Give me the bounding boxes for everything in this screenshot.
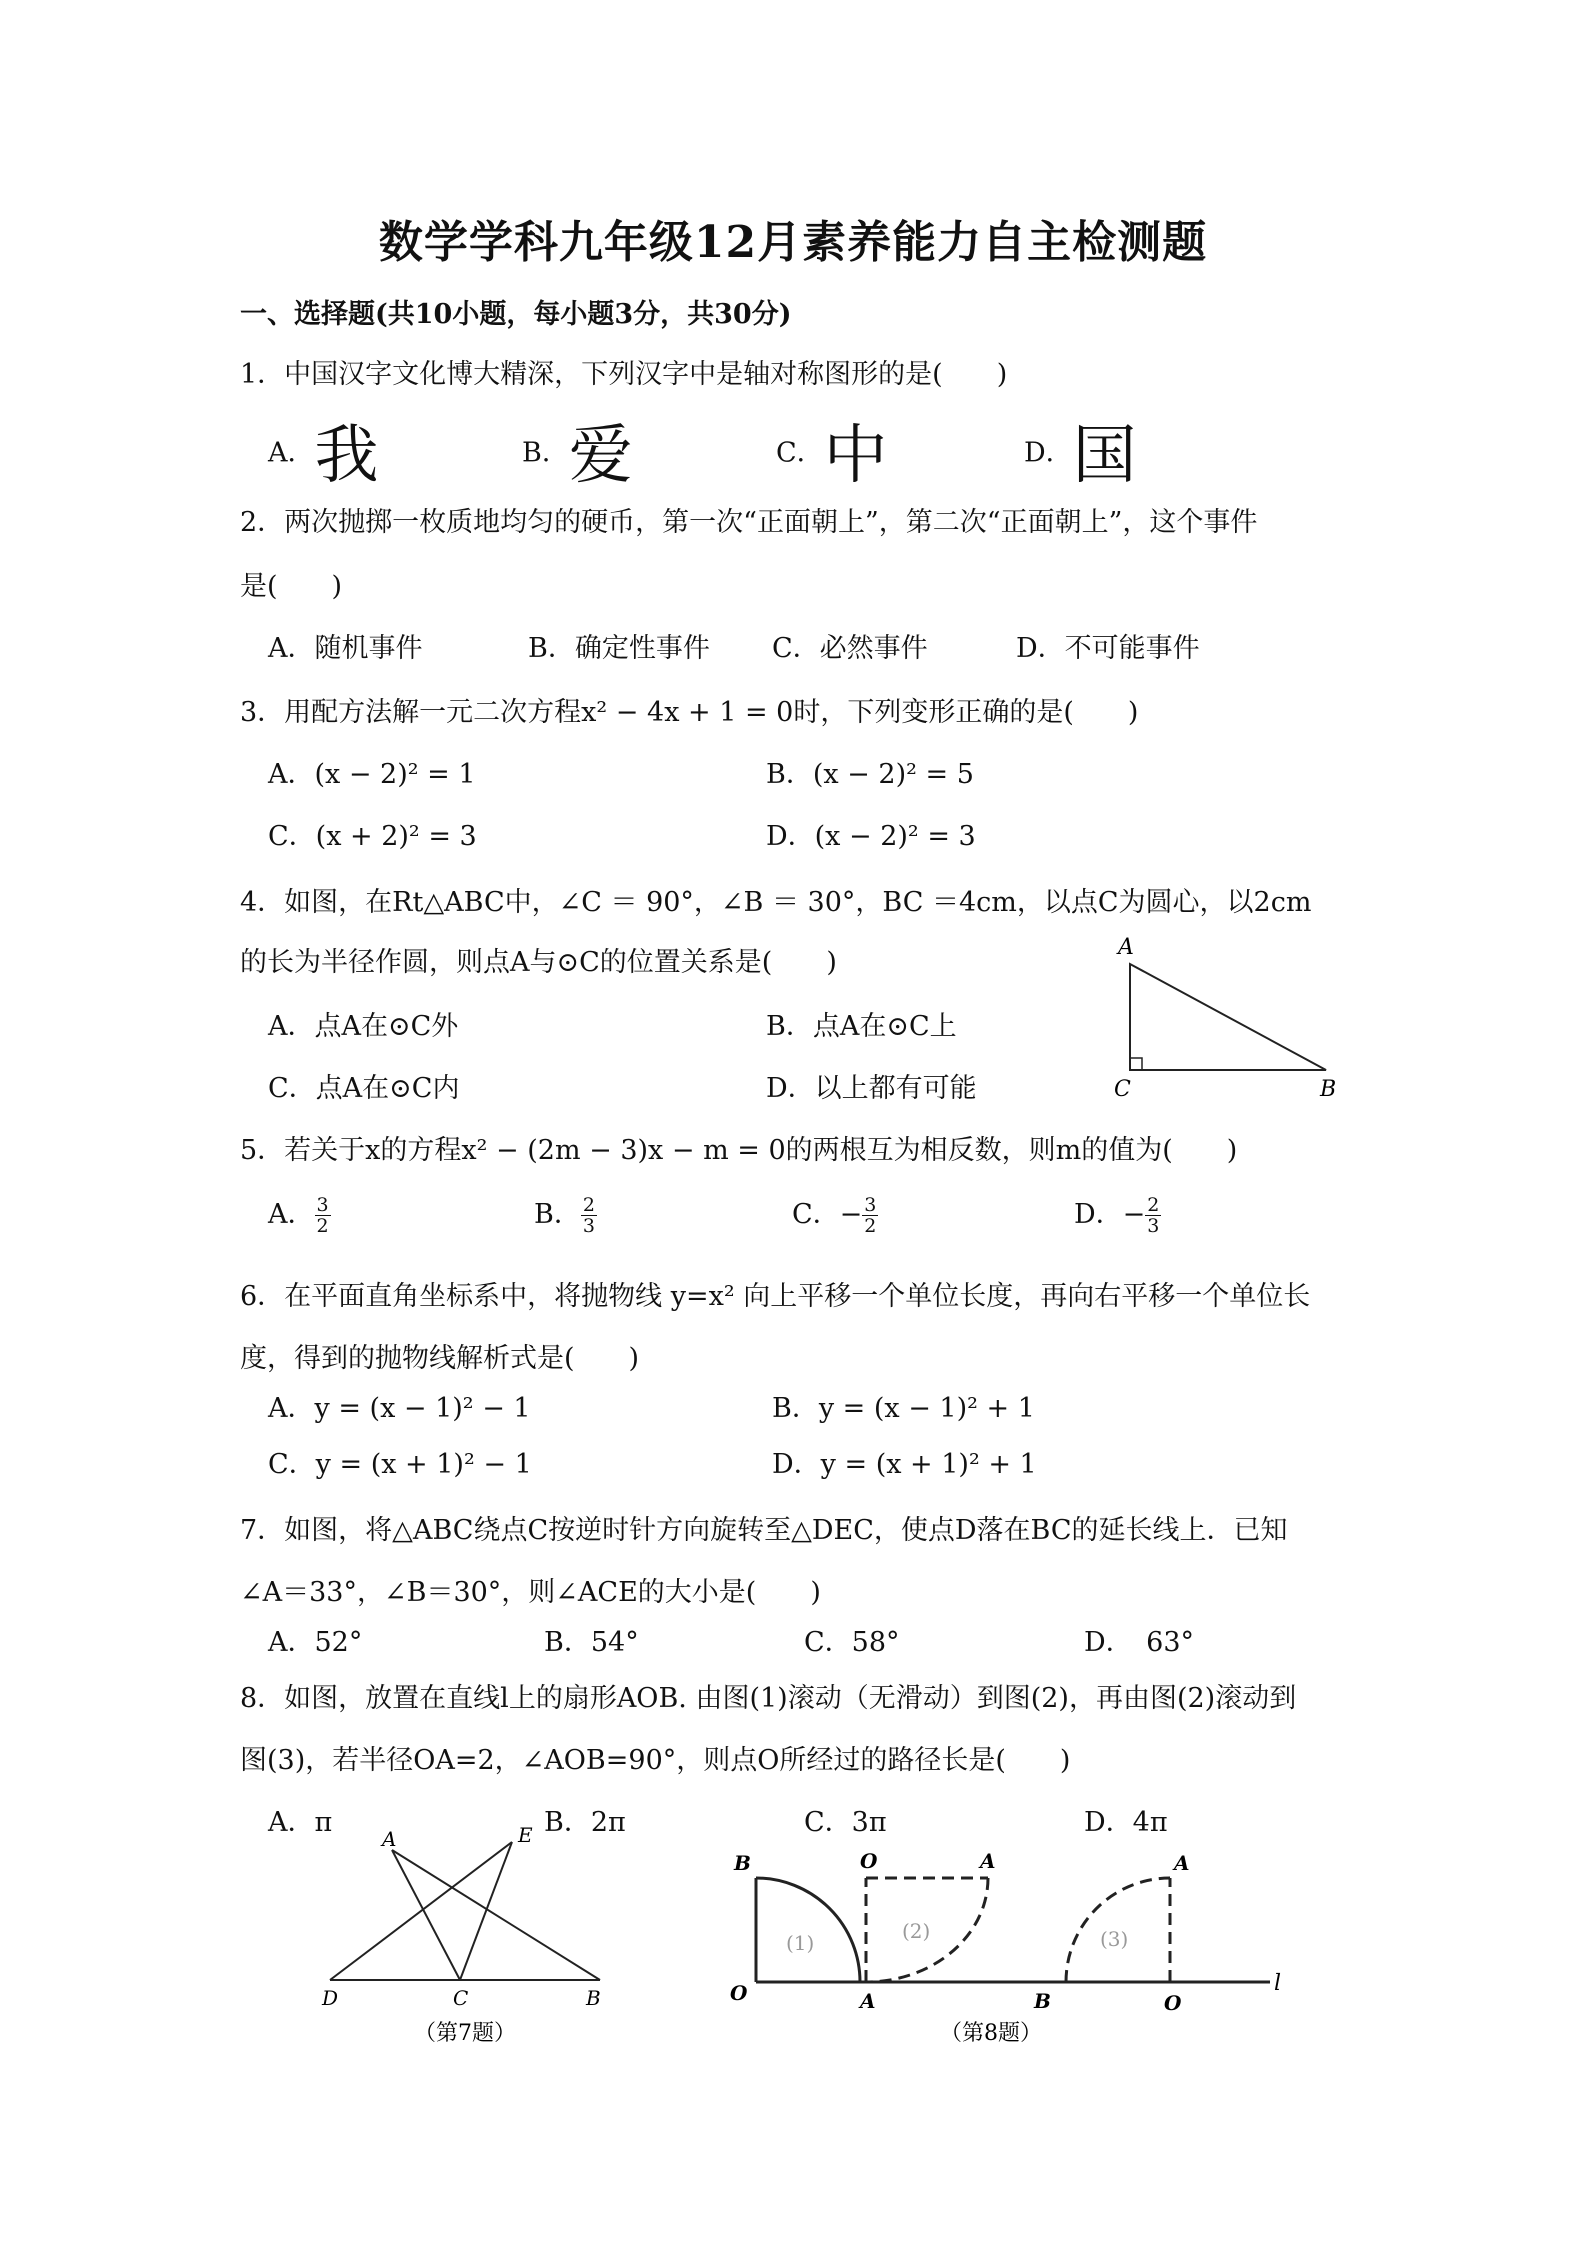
figure-7-rotation: [310, 1823, 630, 2060]
q8-option-a: A．π: [268, 1807, 333, 1838]
question-2-stem-line1: 2．两次抛掷一枚质地均匀的硬币，第一次“正面朝上”，第二次“正面朝上”，这个事件: [240, 507, 1258, 538]
q4-label-c: C: [1114, 1077, 1131, 1102]
fig8-label-2: (2): [902, 1919, 931, 1943]
q4-option-b: B．点A在⊙C上: [766, 1011, 957, 1042]
figure-7-caption: （第7题）: [414, 2021, 516, 2046]
fig7-label-b: B: [586, 1986, 601, 2010]
q8-option-c: C．3π: [804, 1807, 887, 1838]
fig8-label-3: (3): [1100, 1927, 1129, 1951]
fig8-label-o2: O: [860, 1849, 878, 1873]
q7-option-d: D． 63°: [1084, 1627, 1195, 1658]
q7-option-c: C．58°: [804, 1627, 900, 1658]
q6-option-d: D．y = (x + 1)² + 1: [772, 1449, 1037, 1480]
q3-option-d: D．(x − 2)² = 3: [766, 821, 976, 852]
q4-option-d: D．以上都有可能: [766, 1073, 977, 1104]
question-5-stem: 5．若关于x的方程x² − (2m − 3)x − m = 0的两根互为相反数，则m的值为( ): [240, 1135, 1238, 1166]
fig7-label-e: E: [518, 1823, 533, 1847]
question-8-stem-line2: 图(3)，若半径OA=2，∠AOB=90°，则点O所经过的路径长是( ): [240, 1745, 1071, 1776]
q5-option-d: D．− $\frac{2}{3}$: [1074, 1194, 1160, 1237]
q2-option-c: C．必然事件: [772, 633, 928, 664]
fig8-label-o3: O: [1164, 1991, 1182, 2015]
fig8-label-b3: B: [1034, 1989, 1051, 2013]
question-4-stem-line1: 4．如图，在Rt△ABC中，∠C ＝ 90°，∠B ＝ 30°，BC ＝4cm，以点C为圆心，以2cm: [240, 887, 1312, 918]
q3-option-c: C．(x + 2)² = 3: [268, 821, 477, 852]
q4-label-a: A: [1118, 935, 1134, 960]
q6-option-c: C．y = (x + 1)² − 1: [268, 1449, 532, 1480]
section-heading: 一、选择题(共10小题，每小题3分，共30分): [240, 299, 792, 330]
q5-option-a: A． $\frac{3}{2}$: [268, 1194, 329, 1237]
q1-option-a: A．我: [268, 419, 379, 493]
fig8-label-b2: A: [980, 1849, 996, 1873]
q1-option-d: D．国: [1024, 419, 1137, 493]
fig7-label-c: C: [453, 1986, 469, 2010]
question-3-stem: 3．用配方法解一元二次方程x² − 4x + 1 = 0时，下列变形正确的是( ): [240, 697, 1139, 728]
question-8-stem-line1: 8．如图，放置在直线l上的扇形AOB. 由图(1)滚动（无滑动）到图(2)，再由图(2)滚动到: [240, 1683, 1297, 1714]
fig8-label-a3: A: [1174, 1851, 1190, 1875]
q7-option-a: A．52°: [268, 1627, 363, 1658]
question-1-stem: 1．中国汉字文化博大精深，下列汉字中是轴对称图形的是( ): [240, 359, 1008, 390]
q4-option-c: C．点A在⊙C内: [268, 1073, 460, 1104]
q7-option-b: B．54°: [544, 1627, 639, 1658]
question-2-stem-line2: 是( ): [240, 571, 343, 602]
fig8-label-a1: A: [860, 1989, 876, 2013]
q4-label-b: B: [1320, 1077, 1337, 1102]
q5-option-b: B． $\frac{2}{3}$: [534, 1194, 595, 1237]
fig8-label-1: (1): [786, 1931, 815, 1955]
q8-option-d: D．4π: [1084, 1807, 1168, 1838]
q2-option-d: D．不可能事件: [1016, 633, 1200, 664]
q2-option-b: B．确定性事件: [528, 633, 710, 664]
figure-8-caption: （第8题）: [940, 2021, 1042, 2046]
page-title: 数学学科九年级12月素养能力自主检测题: [378, 217, 1208, 268]
question-7-stem-line1: 7．如图，将△ABC绕点C按逆时针方向旋转至△DEC，使点D落在BC的延长线上．已知: [240, 1515, 1288, 1546]
q5-option-c: C．− $\frac{3}{2}$: [792, 1194, 877, 1237]
question-4-stem-line2: 的长为半径作圆，则点A与⊙C的位置关系是( ): [240, 947, 837, 978]
fig8-label-b1: B: [734, 1851, 751, 1875]
q4-option-a: A．点A在⊙C外: [268, 1011, 459, 1042]
q3-option-a: A．(x − 2)² = 1: [268, 759, 476, 790]
fig7-label-a: A: [382, 1827, 397, 1851]
question-7-stem-line2: ∠A＝33°，∠B＝30°，则∠ACE的大小是( ): [240, 1577, 821, 1608]
q3-option-b: B．(x − 2)² = 5: [766, 759, 974, 790]
fig7-label-d: D: [322, 1986, 339, 2010]
q6-option-a: A．y = (x − 1)² − 1: [268, 1393, 531, 1424]
q6-option-b: B．y = (x − 1)² + 1: [772, 1393, 1035, 1424]
fig8-label-l: l: [1274, 1971, 1282, 1996]
q1-option-b: B．爱: [522, 419, 633, 493]
q4-triangle-figure: [1100, 930, 1360, 1110]
figure-8-rolling-sector: [722, 1838, 1292, 2068]
q1-option-c: C．中: [776, 419, 888, 493]
q8-option-b: B．2π: [544, 1807, 626, 1838]
question-6-stem-line1: 6．在平面直角坐标系中，将抛物线 y=x² 向上平移一个单位长度，再向右平移一个单位长: [240, 1281, 1311, 1312]
fig8-label-o1: O: [730, 1981, 748, 2005]
question-6-stem-line2: 度，得到的抛物线解析式是( ): [240, 1343, 640, 1374]
q2-option-a: A．随机事件: [268, 633, 423, 664]
